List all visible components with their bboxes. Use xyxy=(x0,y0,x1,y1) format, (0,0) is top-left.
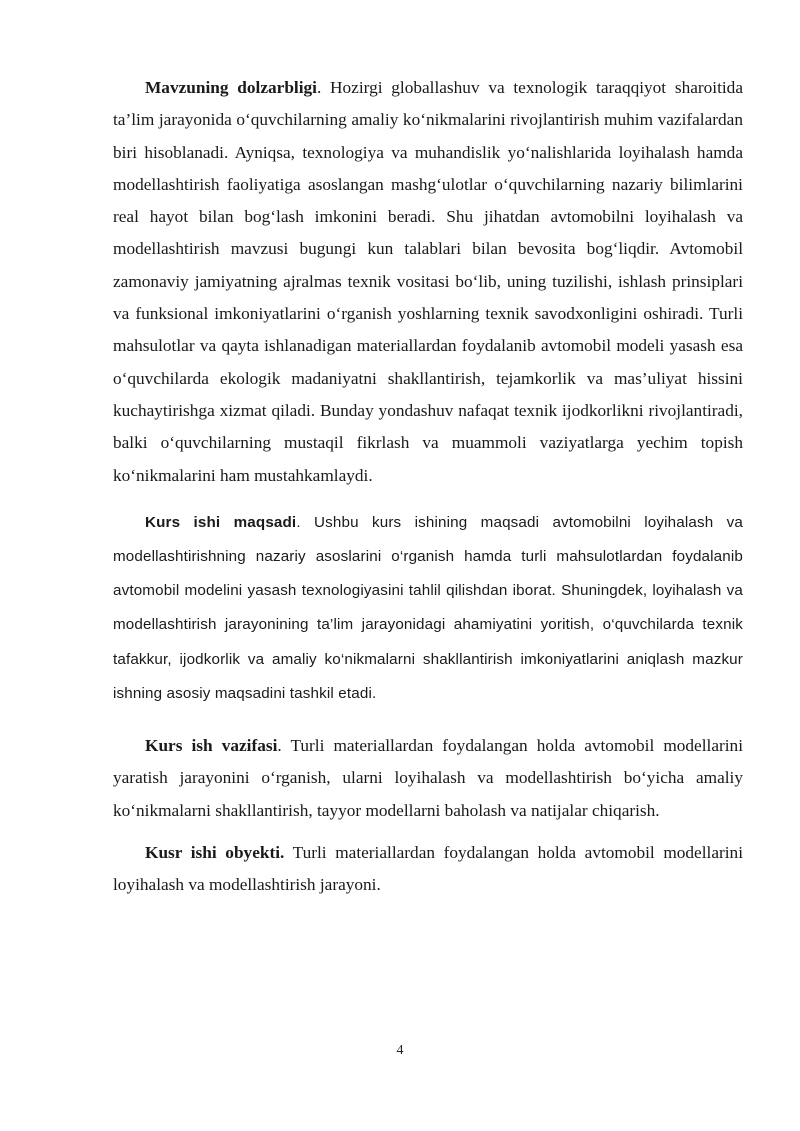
object-text: Turli materiallardan foydalangan holda avtomobil modellarini loyihalash va modellashtirish jarayoni. xyxy=(113,842,743,895)
relevance-heading: Mavzuning dolzarbligi xyxy=(145,78,317,97)
goal-heading: Kurs ishi maqsadi xyxy=(145,513,297,531)
paragraph-relevance xyxy=(113,72,743,492)
object-heading: Kusr ishi obyekti. xyxy=(145,842,285,862)
relevance-text: . Hozirgi globallashuv va texnologik taraqqiyot sharoitida ta’lim jarayonida o‘quvchilarning amaliy ko‘nikmalarini rivojlantirish muhim vazifalardan biri hisoblanadi. Ayniqsa, texnologiya va muhandislik yo‘nalishlarida loyihalash hamda modellashtirish faoliyatiga asoslangan mashg‘ulotlar o‘quvchilarning nazariy bilimlarini real hayot bilan bog‘lash imkonini beradi. Shu jihatdan avtomobilni loyihalash va modellashtirish mavzusi bugungi kun talablari bilan bevosita bog‘liqdir. Avtomobil zamonaviy jamiyatning ajralmas texnik vositasi bo‘lib, uning tuzilishi, ishlash prinsiplari va funksional imkoniyatlarini o‘rganish yoshlarning texnik savodxonligini oshiradi. Turli mahsulotlar va qayta ishlanadigan materiallardan foydalanib avtomobil modeli yasash esa o‘quvchilarda ekologik madaniyatni shakllantirish, tejamkorlik va mas’uliyat hissini kuchaytirishga xizmat qiladi. Bunday yondashuv nafaqat texnik ijodkorlikni rivojlantiradi, balki o‘quvchilarning mustaqil fikrlash va muammoli vaziyatlarga yechim topish ko‘nikmalarini ham mustahkamlaydi. xyxy=(113,78,743,485)
paragraph-tasks xyxy=(113,730,743,827)
document-page xyxy=(113,72,743,902)
paragraph-object xyxy=(113,837,743,902)
page-number: 4 xyxy=(396,1043,404,1058)
tasks-heading: Kurs ish vazifasi xyxy=(145,736,278,756)
goal-text: . Ushbu kurs ishining maqsadi avtomobilni loyihalash va modellashtirishning nazariy asoslarini o‘rganish hamda turli mahsulotlardan foydalanib avtomobil modelini yasash texnologiyasini tahlil qilishdan iborat. Shuningdek, loyihalash va modellashtirish jarayonining ta’lim jarayonidagi ahamiyatini yoritish, o‘quvchilarda texnik tafakkur, ijodkorlik va amaliy ko‘nikmalarni shakllantirish imkoniyatlarini aniqlash mazkur ishning asosiy maqsadini tashkil etadi. xyxy=(113,513,743,702)
paragraph-goal xyxy=(113,506,743,711)
tasks-text: . Turli materiallardan foydalangan holda avtomobil modellarini yaratish jarayonini o‘rganish, ularni loyihalash va modellashtirish bo‘yicha amaliy ko‘nikmalarni shakllantirish, tayyor modellarni baholash va natijalar chiqarish. xyxy=(113,736,743,820)
